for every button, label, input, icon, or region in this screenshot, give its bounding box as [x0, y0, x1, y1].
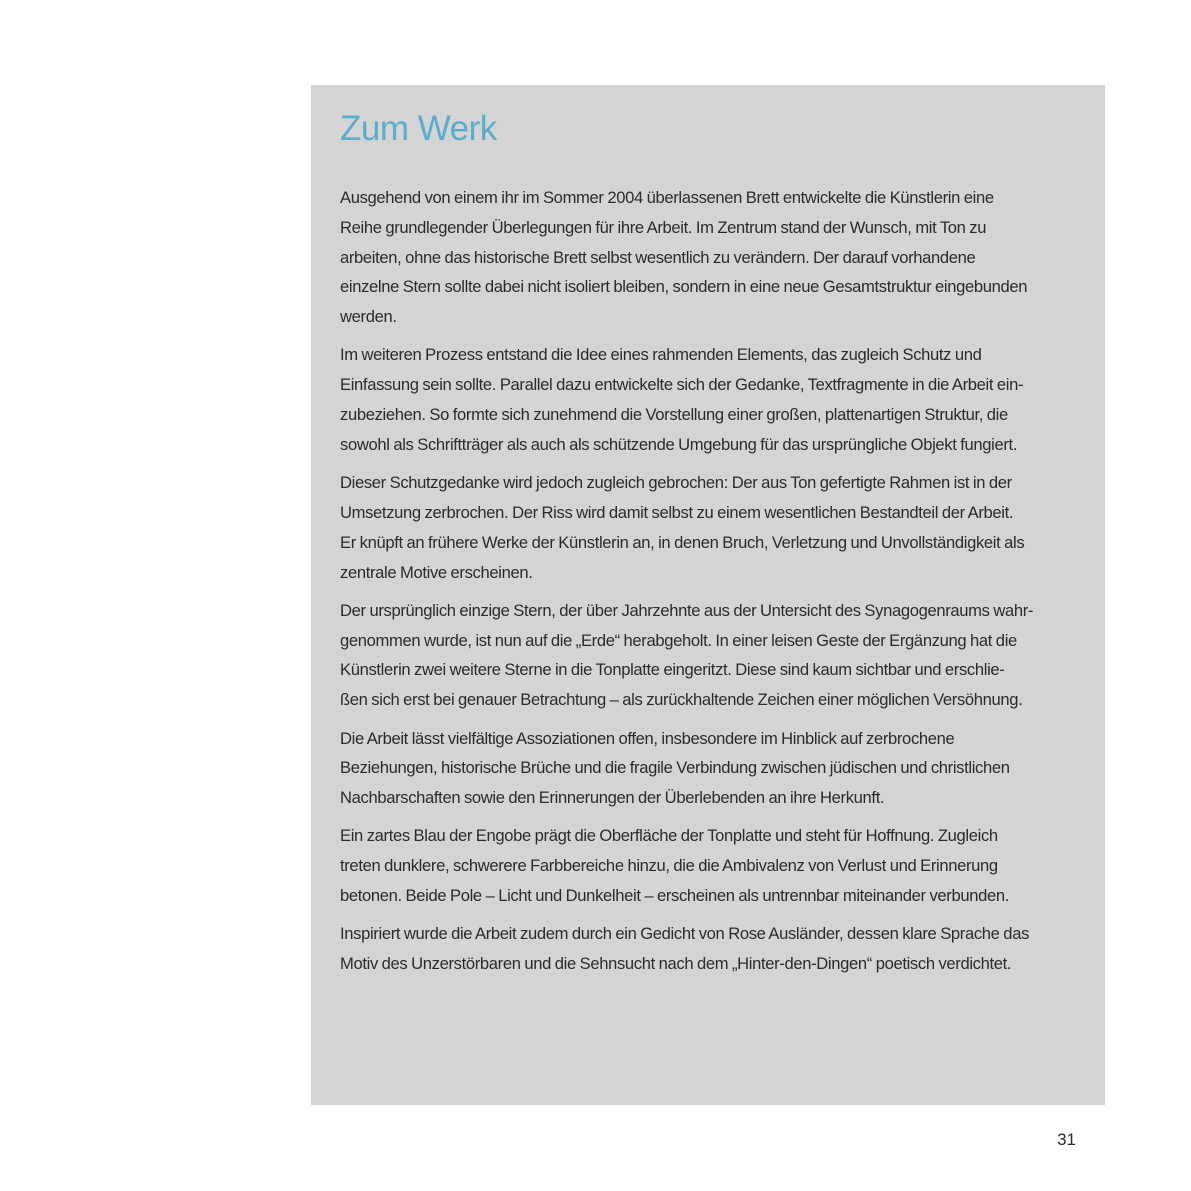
content-panel	[311, 85, 1105, 1105]
text-line: Die Arbeit lässt vielfältige Assoziationen offen, insbesondere im Hinblick auf zerbrochene	[340, 728, 955, 748]
text-line: Der ursprünglich einzige Stern, der über Jahrzehnte aus der Untersicht des Synagogenraums wahr-	[340, 600, 1034, 620]
text-line: werden.	[340, 307, 397, 327]
paragraph	[340, 919, 1079, 979]
paragraph	[340, 724, 1079, 813]
text-line: Inspiriert wurde die Arbeit zudem durch ein Gedicht von Rose Ausländer, dessen klare Sprache das	[340, 924, 1030, 944]
text-line: genommen wurde, ist nun auf die „Erde“ herabgeholt. In einer leisen Geste der Ergänzung hat die	[340, 630, 1017, 650]
text-line: Dieser Schutzgedanke wird jedoch zugleich gebrochen: Der aus Ton gefertigte Rahmen ist in der	[340, 473, 1012, 493]
paragraph	[340, 340, 1079, 459]
paragraph	[340, 468, 1079, 587]
text-line: Nachbarschaften sowie den Erinnerungen der Überlebenden an ihre Herkunft.	[340, 788, 885, 808]
page-number: 31	[1057, 1130, 1076, 1149]
paragraph	[340, 183, 1079, 332]
text-line: einzelne Stern sollte dabei nicht isoliert bleiben, sondern in eine neue Gesamtstruktur eingebunden	[340, 277, 1028, 297]
text-line: betonen. Beide Pole – Licht und Dunkelheit – erscheinen als untrennbar miteinander verbunden.	[340, 886, 1010, 906]
text-line: Künstlerin zwei weitere Sterne in die Tonplatte eingeritzt. Diese sind kaum sichtbar und erschlie-	[340, 660, 1005, 680]
text-line: Umsetzung zerbrochen. Der Riss wird damit selbst zu einem wesentlichen Bestandteil der Arbeit.	[340, 502, 1014, 522]
text-line: Im weiteren Prozess entstand die Idee eines rahmenden Elements, das zugleich Schutz und	[340, 345, 982, 365]
text-line: Ausgehend von einem ihr im Sommer 2004 überlassenen Brett entwickelte die Künstlerin eine	[340, 188, 994, 207]
text-line: Motiv des Unzerstörbaren und die Sehnsucht nach dem „Hinter-den-Dingen“ poetisch verdichtet.	[340, 954, 1012, 974]
section-title: Zum Werk	[340, 109, 497, 148]
text-line: treten dunklere, schwerere Farbbereiche hinzu, die die Ambivalenz von Verlust und Erinnerung	[340, 856, 998, 876]
text-line: sowohl als Schriftträger als auch als schützende Umgebung für das ursprüngliche Objekt fungiert.	[340, 434, 1018, 454]
paragraph	[340, 596, 1079, 715]
text-line: ßen sich erst bei genauer Betrachtung – als zurückhaltende Zeichen einer möglichen Versöhnung.	[340, 690, 1023, 710]
text-line: Reihe grundlegender Überlegungen für ihre Arbeit. Im Zentrum stand der Wunsch, mit Ton zu	[340, 217, 987, 237]
paragraph	[340, 821, 1079, 910]
text-line: Beziehungen, historische Brüche und die fragile Verbindung zwischen jüdischen und christlichen	[340, 758, 1010, 778]
text-line: zubeziehen. So formte sich zunehmend die Vorstellung einer großen, plattenartigen Struktur, die	[340, 405, 1008, 425]
text-line: zentrale Motive erscheinen.	[340, 562, 533, 582]
text-line: arbeiten, ohne das historische Brett selbst wesentlich zu verändern. Der darauf vorhandene	[340, 247, 976, 267]
text-line: Ein zartes Blau der Engobe prägt die Oberfläche der Tonplatte und steht für Hoffnung. Zugleich	[340, 826, 998, 846]
text-line: Er knüpft an frühere Werke der Künstlerin an, in denen Bruch, Verletzung und Unvollständigkeit als	[340, 532, 1025, 552]
text-line: Einfassung sein sollte. Parallel dazu entwickelte sich der Gedanke, Textfragmente in die Arbeit ein-	[340, 375, 1024, 395]
